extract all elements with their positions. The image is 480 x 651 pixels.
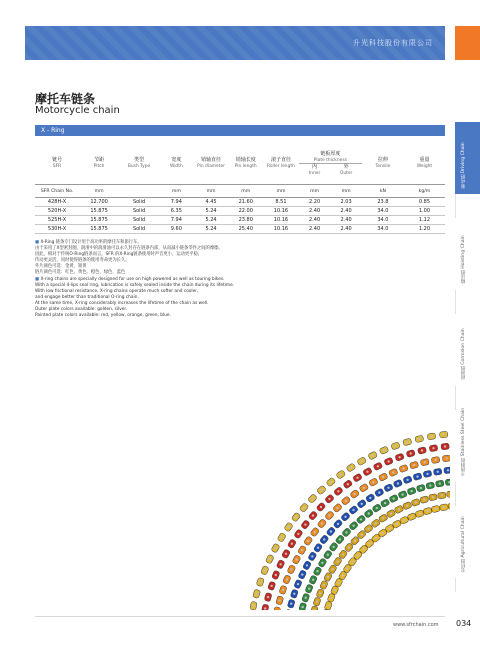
- chain-pin: [397, 482, 399, 484]
- chain-pin: [406, 505, 408, 507]
- chain-pin: [418, 438, 420, 440]
- unit-cell: mm: [194, 185, 229, 198]
- col-head-en: Outer: [339, 170, 353, 176]
- table-row: [35, 198, 445, 207]
- company-name: 升光科技股份有限公司: [353, 39, 433, 47]
- chain-pin: [426, 473, 428, 475]
- chain-pin: [290, 603, 292, 605]
- unit-cell-plate: [299, 185, 362, 198]
- chain-pin: [327, 605, 329, 607]
- col-head-zh: 宽度: [171, 157, 182, 163]
- chain-pin: [291, 543, 293, 545]
- chain-pin: [432, 447, 434, 449]
- note-line: [35, 313, 425, 319]
- notes-block: [35, 240, 425, 319]
- chain-pin: [301, 549, 303, 551]
- chain-pin: [297, 583, 299, 585]
- chain-pin: [311, 555, 313, 557]
- chain-pin: [332, 546, 334, 548]
- chain-pin: [297, 533, 299, 535]
- chain-pin: [435, 508, 437, 510]
- side-tab-label: [461, 142, 467, 188]
- table-cell: 15.875: [79, 207, 119, 216]
- note-text: With low frictional resistance, X-ring chains operate much softer and cooler,: [35, 288, 199, 294]
- chain-pin: [255, 593, 257, 595]
- chain-pin: [320, 489, 322, 491]
- chain-pin: [402, 467, 404, 469]
- chain-pin: [410, 490, 412, 492]
- chain-pin: [328, 498, 330, 500]
- side-tab-zh: 驱动链: [461, 174, 466, 188]
- chain-pin: [312, 514, 314, 516]
- table-cell-plate: [299, 216, 362, 225]
- note-text: 因此，相对于传统O-Ring链条而言，SFR 的X-Ring链条使用时声音更小，运动更平稳。: [35, 252, 203, 258]
- plate-thickness-head: [299, 151, 362, 164]
- chain-pin: [393, 497, 395, 499]
- chain-pin: [447, 469, 449, 471]
- table-unit-row: [35, 185, 445, 198]
- chain-pin: [368, 542, 370, 544]
- table-cell: 7.94: [159, 198, 194, 207]
- unit-cell: mm: [79, 185, 119, 198]
- side-tab-label: [461, 235, 467, 284]
- chain-pin: [306, 564, 308, 566]
- table-cell-plate: [299, 198, 362, 207]
- side-tab-en: Driving Chain: [461, 141, 466, 173]
- col-head-zh: 内: [312, 163, 318, 170]
- bullet-icon: ■: [35, 240, 41, 245]
- chain-pin: [350, 466, 352, 468]
- chain-pin: [279, 563, 281, 565]
- note-text: With a special 4-lips seal ring, lubrication is safely sealed inside the chain during its lifetime.: [35, 282, 235, 288]
- unit-cell: [119, 185, 159, 198]
- chain-pin: [282, 589, 284, 591]
- table-body: [35, 198, 445, 234]
- chain-pin: [406, 441, 408, 443]
- side-tab[interactable]: [455, 122, 480, 194]
- chain-pin: [423, 498, 425, 500]
- page-number: 034: [456, 619, 472, 628]
- chain-pin: [378, 491, 380, 493]
- unit-cell: kg/m: [404, 185, 445, 198]
- chain-pin: [286, 578, 288, 580]
- table-cell: 5.24: [194, 225, 229, 234]
- chain-pin: [317, 547, 319, 549]
- chain-pin: [347, 483, 349, 485]
- note-text: 由于采用了X型密封圈，润滑中的润滑油可以永久封存在链条内部，从而减小链条零件之间的摩擦。: [35, 246, 223, 252]
- side-tab-label: [461, 408, 467, 476]
- unit-cell: mm: [310, 188, 320, 194]
- chain-pin: [394, 445, 396, 447]
- col-head-zh: 节距: [94, 157, 105, 163]
- notes-zh: [35, 240, 425, 277]
- chain-pin: [437, 471, 439, 473]
- chain-pin: [316, 570, 318, 572]
- table-cell: 5.24: [194, 207, 229, 216]
- chain-pin: [327, 554, 329, 556]
- chain-pin: [372, 481, 374, 483]
- header-band: [25, 26, 445, 60]
- chain-pin: [342, 553, 344, 555]
- col-head-en: SFR: [52, 164, 62, 169]
- side-tab-label: [461, 328, 467, 380]
- table-cell: 6.35: [159, 207, 194, 216]
- table-cell: Solid: [119, 225, 159, 234]
- chain-pin: [342, 574, 344, 576]
- unit-cell: mm: [159, 185, 194, 198]
- side-tab-en: Corrosion Chain: [461, 328, 466, 365]
- chain-pin: [419, 513, 421, 515]
- unit-cell: mm: [341, 188, 351, 194]
- table-cell: 34.0: [362, 216, 404, 225]
- chain-pin: [334, 589, 336, 591]
- note-text: 链片颜色可选：红色、黄色、橙色、绿色、蓝色: [35, 270, 126, 276]
- chain-pin: [279, 599, 281, 601]
- table-cell: 21.60: [228, 198, 263, 207]
- chain-pin: [443, 433, 445, 435]
- page-title-zh: 摩托车链条: [35, 92, 96, 106]
- chain-pin: [303, 506, 305, 508]
- col-head-en: Weight: [416, 164, 433, 169]
- chain-pin: [360, 533, 362, 535]
- chain-pin: [429, 484, 431, 486]
- col-head-en: Bush Type: [127, 164, 151, 169]
- chain-pin: [320, 506, 322, 508]
- chain-pin: [327, 576, 329, 578]
- chain-pin: [302, 606, 304, 608]
- chain-pin: [348, 546, 350, 548]
- table-cell: 10.16: [263, 225, 299, 234]
- chain-pin: [361, 460, 363, 462]
- chain-pin: [369, 497, 371, 499]
- col-head-zh: 外: [343, 163, 349, 170]
- chain-pin: [441, 494, 443, 496]
- chain-pin: [301, 573, 303, 575]
- chain-pin: [439, 482, 441, 484]
- chain-pin: [337, 523, 339, 525]
- chain-pin: [308, 588, 310, 590]
- side-tab-zh: 输送链: [461, 270, 466, 284]
- table-cell: 23.8: [362, 198, 404, 207]
- side-tab-en: Agricultural Chain: [461, 515, 466, 557]
- chain-pin: [443, 506, 445, 508]
- chain-pin: [337, 582, 339, 584]
- unit-cell: mm: [228, 185, 263, 198]
- chain-pin: [382, 517, 384, 519]
- chain-pin: [362, 548, 364, 550]
- chain-link: [273, 607, 281, 610]
- col-head-en: Pin diameter: [197, 164, 225, 169]
- footer-url: www.sfrchain.com: [393, 622, 439, 628]
- chain-pin: [307, 540, 309, 542]
- chain-pin: [323, 538, 325, 540]
- table-cell: 0.85: [404, 198, 445, 207]
- chain-pin: [287, 526, 289, 528]
- note-text: 外片颜色可选：金黄、银黄: [35, 264, 87, 270]
- unit-cell: mm: [263, 185, 299, 198]
- note-text: At the same time, X-ring considerably increases the lifetime of the chain as well.: [35, 300, 209, 306]
- chain-pin: [444, 445, 446, 447]
- table-cell: 34.0: [362, 207, 404, 216]
- chain-pin: [388, 527, 390, 529]
- table-row: [35, 216, 445, 225]
- chain-pin: [305, 597, 307, 599]
- col-head-zh: 销轴长度: [235, 157, 256, 163]
- chain-pin: [293, 593, 295, 595]
- chain-pin: [392, 471, 394, 473]
- chain-pin: [375, 522, 377, 524]
- chain-pin: [339, 538, 341, 540]
- chain-pin: [375, 537, 377, 539]
- chain-pin: [360, 518, 362, 520]
- col-head-zh: 重量: [419, 157, 430, 163]
- table-cell: 7.94: [159, 216, 194, 225]
- chain-pin: [434, 459, 436, 461]
- note-text: and engage better than traditional O-ring chain.: [35, 294, 139, 300]
- table-cell: 8.51: [263, 198, 299, 207]
- chain-pin: [413, 464, 415, 466]
- chain-pin: [401, 493, 403, 495]
- chain-pin: [267, 596, 269, 598]
- unit-cell: kN: [362, 185, 404, 198]
- side-tab[interactable]: [455, 218, 480, 290]
- col-head-zh: 链板厚度: [320, 150, 341, 157]
- chain-pin: [252, 605, 254, 607]
- chain-pin: [354, 540, 356, 542]
- chain-pin: [366, 471, 368, 473]
- side-tab-en: Hoisting Chain: [461, 235, 466, 269]
- chain-pin: [295, 558, 297, 560]
- table-cell: 23.80: [228, 216, 263, 225]
- chain-pin: [269, 558, 271, 560]
- table-cell: 2.40: [309, 217, 321, 223]
- chain-pin: [264, 569, 266, 571]
- chain-pin: [344, 516, 346, 518]
- chain-pin: [424, 461, 426, 463]
- page-title-en: Motorcycle chain: [35, 105, 120, 116]
- chain-pin: [382, 532, 384, 534]
- table-row: [35, 207, 445, 216]
- table-cell: 2.40: [309, 226, 321, 232]
- col-head-zh: 类型: [134, 157, 145, 163]
- note-text: 传动更灵活，同时使得链条的使用寿命更为长久。: [35, 258, 130, 264]
- section-label: X - Ring: [41, 127, 65, 134]
- chain-pin: [328, 514, 330, 516]
- chain-pin: [406, 479, 408, 481]
- side-tab[interactable]: [455, 407, 480, 482]
- chain-pin: [312, 579, 314, 581]
- chain-pin: [390, 512, 392, 514]
- table-cell: 22.00: [228, 207, 263, 216]
- chain-pin: [398, 456, 400, 458]
- col-head-zh: 链号: [52, 157, 63, 163]
- chain-pin: [415, 501, 417, 503]
- chain-pin: [354, 493, 356, 495]
- table-cell-plate: [299, 225, 362, 234]
- chain-pin: [330, 530, 332, 532]
- table-cell: 530H-X: [35, 225, 79, 234]
- chain-pin: [352, 509, 354, 511]
- table-cell: 2.40: [340, 226, 352, 232]
- chain-pin: [346, 567, 348, 569]
- chain-pin: [336, 507, 338, 509]
- chain-pin: [290, 568, 292, 570]
- chain-pin: [377, 465, 379, 467]
- chain-pin: [383, 449, 385, 451]
- note-text: Painted plate colors available: red, yellow, orange, green, blue.: [35, 313, 171, 319]
- chain-pin: [368, 512, 370, 514]
- chain-pin: [271, 585, 273, 587]
- side-tab-zh: 不锈钢链: [461, 457, 466, 476]
- plate-outer-head: [330, 164, 362, 176]
- note-text: Outer plate colors available: golden, silver.: [35, 307, 128, 313]
- chain-pin: [396, 523, 398, 525]
- chain-pin: [321, 562, 323, 564]
- table-cell: 10.16: [263, 207, 299, 216]
- chain-pin: [403, 519, 405, 521]
- table-cell: 15.875: [79, 225, 119, 234]
- chain-pin: [259, 581, 261, 583]
- chain-pin: [285, 553, 287, 555]
- chain-pin: [382, 476, 384, 478]
- chain-pin: [361, 503, 363, 505]
- chain-pin: [357, 554, 359, 556]
- table-cell: 25.40: [228, 225, 263, 234]
- chain-pin: [384, 502, 386, 504]
- col-head-zh: 销轴直径: [201, 157, 222, 163]
- chain-pin: [323, 584, 325, 586]
- table-cell: 1.20: [404, 225, 445, 234]
- col-head-en: Roller length: [267, 164, 295, 169]
- plate-inner-head: [299, 164, 331, 176]
- spec-table: [35, 142, 445, 234]
- chain-pin: [314, 531, 316, 533]
- col-head-en: Pin length: [234, 164, 257, 169]
- chain-pin: [376, 507, 378, 509]
- chain-pin: [420, 487, 422, 489]
- chain-pin: [337, 490, 339, 492]
- side-tab[interactable]: [455, 314, 480, 386]
- table-cell: 5.24: [194, 216, 229, 225]
- chain-pin: [275, 574, 277, 576]
- chain-pin: [387, 460, 389, 462]
- unit-cell: SFR Chain No.: [35, 185, 79, 198]
- table-cell: 2.03: [340, 199, 352, 205]
- chain-pin: [304, 523, 306, 525]
- note-text: X-Ring 链条专门设计用于高功率的摩托车和旅行车。: [40, 240, 142, 245]
- chain-pin: [345, 531, 347, 533]
- chain-pin: [351, 561, 353, 563]
- side-tab[interactable]: [455, 506, 480, 578]
- section-bar: [35, 125, 445, 136]
- side-tab-en: Stainless Steel Chain: [461, 407, 466, 457]
- chain-pin: [316, 601, 318, 603]
- col-head-en: Inner: [308, 170, 321, 176]
- chain-pin: [411, 516, 413, 518]
- chain-pin: [264, 607, 266, 609]
- chain-pin: [321, 522, 323, 524]
- table-cell: 34.0: [362, 225, 404, 234]
- bullet-icon: ■: [35, 276, 41, 282]
- table-cell: 525H-X: [35, 216, 79, 225]
- col-head-en: Width: [169, 164, 183, 169]
- table-cell: 4.45: [194, 198, 229, 207]
- chain-pin: [430, 435, 432, 437]
- chain-pin: [372, 454, 374, 456]
- table-cell: 9.60: [159, 225, 194, 234]
- table-cell: 520H-X: [35, 207, 79, 216]
- table-header-row: [35, 142, 445, 185]
- table-cell: 12.700: [79, 198, 119, 207]
- table-cell: 2.40: [309, 208, 321, 214]
- chain-pin: [363, 487, 365, 489]
- chain-pin: [410, 452, 412, 454]
- table-cell: 2.20: [309, 199, 321, 205]
- chain-pin: [345, 500, 347, 502]
- chain-pin: [311, 497, 313, 499]
- table-cell: 2.40: [340, 217, 352, 223]
- chain-pin: [295, 516, 297, 518]
- table-cell: Solid: [119, 207, 159, 216]
- note-text: X-ring chains are specially designed for use on high powered as well as touring bikes.: [40, 276, 225, 282]
- chain-link: [446, 491, 450, 498]
- chain-pin: [426, 510, 428, 512]
- col-head-zh: 拉伸: [377, 157, 388, 163]
- table-cell: 1.00: [404, 207, 445, 216]
- side-tab-label: [461, 516, 467, 573]
- chain-pin: [352, 525, 354, 527]
- table-row: [35, 225, 445, 234]
- chain-pin: [445, 457, 447, 459]
- table-cell: 2.40: [340, 208, 352, 214]
- chain-pin: [281, 536, 283, 538]
- notes-en: [35, 277, 425, 320]
- footer-divider: [35, 616, 445, 617]
- chain-pin: [330, 481, 332, 483]
- table-cell: 10.16: [263, 216, 299, 225]
- table-cell-plate: [299, 207, 362, 216]
- table-cell: Solid: [119, 216, 159, 225]
- chain-link: [285, 609, 293, 610]
- chain-pin: [319, 592, 321, 594]
- table-cell: Solid: [119, 198, 159, 207]
- chain-pin: [387, 487, 389, 489]
- chain-pin: [274, 547, 276, 549]
- chain-pin: [432, 496, 434, 498]
- col-head-zh: 滚子直径: [270, 157, 291, 163]
- chain-pin: [331, 568, 333, 570]
- table-cell: 1.12: [404, 216, 445, 225]
- col-head-en: Tensile: [375, 164, 391, 169]
- chain-pin: [421, 449, 423, 451]
- col-head-en: Pitch: [93, 164, 105, 169]
- chain-photo: [150, 425, 450, 610]
- chain-pin: [340, 473, 342, 475]
- side-tab-zh: 耐腐链: [461, 366, 466, 380]
- side-tab-zh: 农机链: [461, 558, 466, 572]
- chain-pin: [367, 528, 369, 530]
- table-cell: 428H-X: [35, 198, 79, 207]
- chain-pin: [336, 560, 338, 562]
- chain-pin: [330, 597, 332, 599]
- chain-pin: [416, 475, 418, 477]
- table-cell: 15.875: [79, 216, 119, 225]
- col-head-en: Plate thickness: [313, 157, 347, 163]
- header-orange-tab: [455, 26, 480, 60]
- chain-pin: [356, 477, 358, 479]
- chain-pin: [398, 508, 400, 510]
